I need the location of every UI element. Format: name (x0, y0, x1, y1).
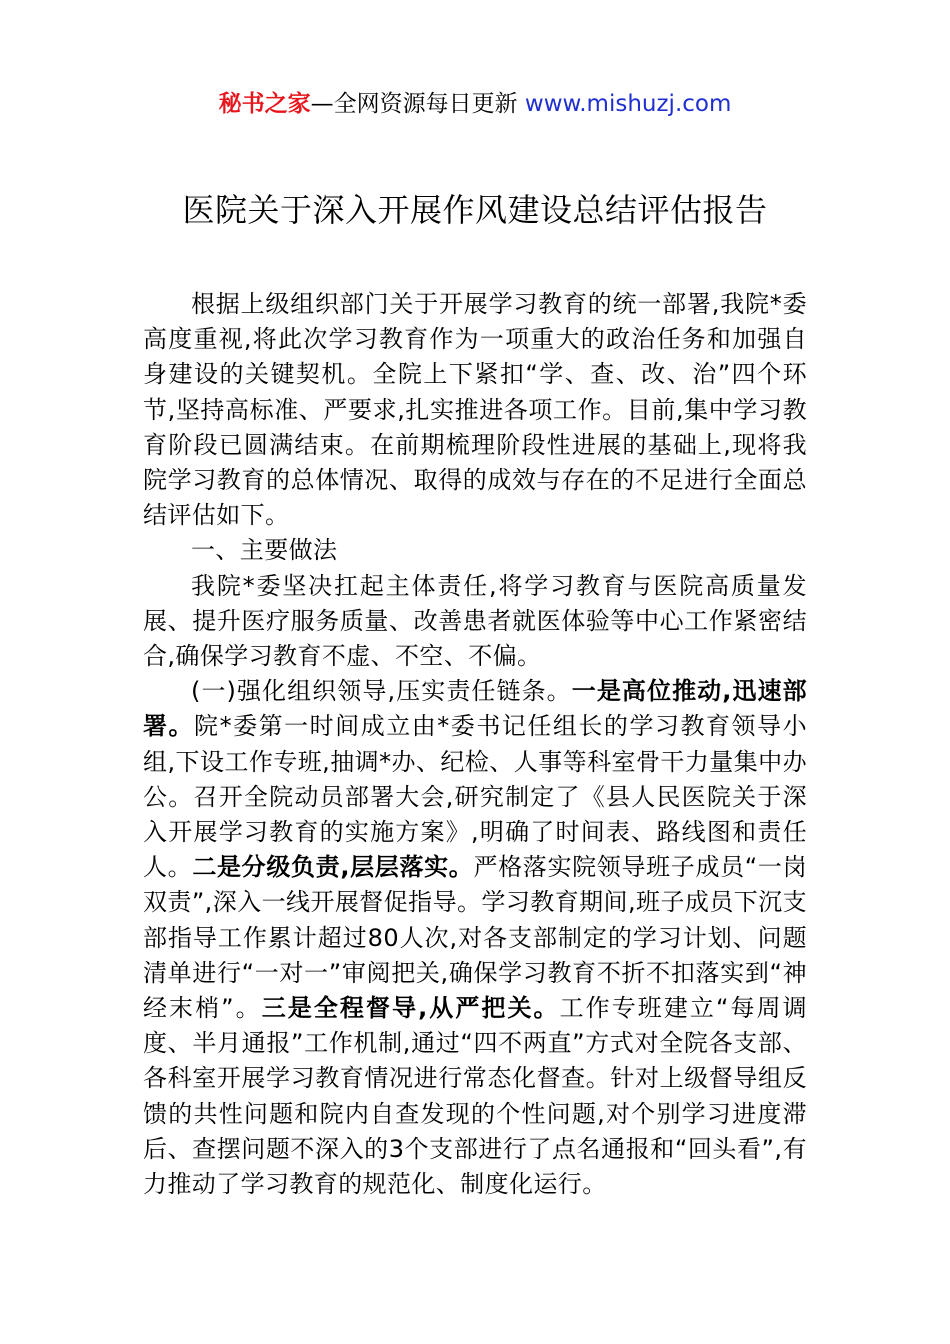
point-1-text: 院*委第一时间成立由*委书记任组长的学习教育领导小组,下设工作专班,抽调*办、纪检、人事等科室骨干力量集中办公。召开全院动员部署大会,研究制定了《县人民医院关于深入开展学习教育的实施方案》,明确了时间表、路线图和责任人。 (143, 712, 807, 882)
subsection-lead: (一)强化组织领导,压实责任链条。 (191, 677, 572, 706)
header-separator: — (310, 91, 334, 117)
section-intro-paragraph: 我院*委坚决扛起主体责任,将学习教育与医院高质量发展、提升医疗服务质量、改善患者就医体验等中心工作紧密结合,确保学习教育不虚、不空、不偏。 (143, 571, 807, 671)
point-2-text: 严格落实院领导班子成员“一岗双责”,深入一线开展督促指导。学习教育期间,班子成员下沉支部指导工作累计超过80人次,对各支部制定的学习计划、问题清单进行“一对一”审阅把关,确保学习教育不折不扣落实到“神经末梢”。 (143, 853, 807, 1023)
point-3-text: 工作专班建立“每周调度、半月通报”工作机制,通过“四不两直”方式对全院各支部、各科室开展学习教育情况进行常态化督查。针对上级督导组反馈的共性问题和院内自查发现的个性问题,对个别学习进度滞后、查摆问题不深入的3个支部进行了点名通报和“回头看”,有力推动了学习教育的规范化、制度化运行。 (143, 994, 807, 1199)
section-heading: 一、主要做法 (191, 536, 338, 565)
site-url-link[interactable]: www.mishuzj.com (524, 91, 732, 117)
subsection-paragraph (143, 674, 807, 1202)
document-body (143, 287, 807, 1202)
brand-name: 秘书之家 (218, 91, 311, 117)
point-3-heading: 三是全程督导,从严把关。 (261, 994, 560, 1023)
intro-paragraph: 根据上级组织部门关于开展学习教育的统一部署,我院*委高度重视,将此次学习教育作为一项重大的政治任务和加强自身建设的关键契机。全院上下紧扣“学、查、改、治”四个环节,坚持高标准、严要求,扎实推进各项工作。目前,集中学习教育阶段已圆满结束。在前期梳理阶段性进展的基础上,现将我院学习教育的总体情况、取得的成效与存在的不足进行全面总结评估如下。 (143, 290, 807, 530)
document-title: 医院关于深入开展作风建设总结评估报告 (182, 191, 768, 229)
point-2-heading: 二是分级负责,层层落实。 (192, 853, 474, 882)
header-slogan: 全网资源每日更新 (333, 91, 518, 117)
site-header (0, 88, 950, 120)
point-1-heading: 一是高位推动,迅速部署。 (143, 677, 807, 741)
